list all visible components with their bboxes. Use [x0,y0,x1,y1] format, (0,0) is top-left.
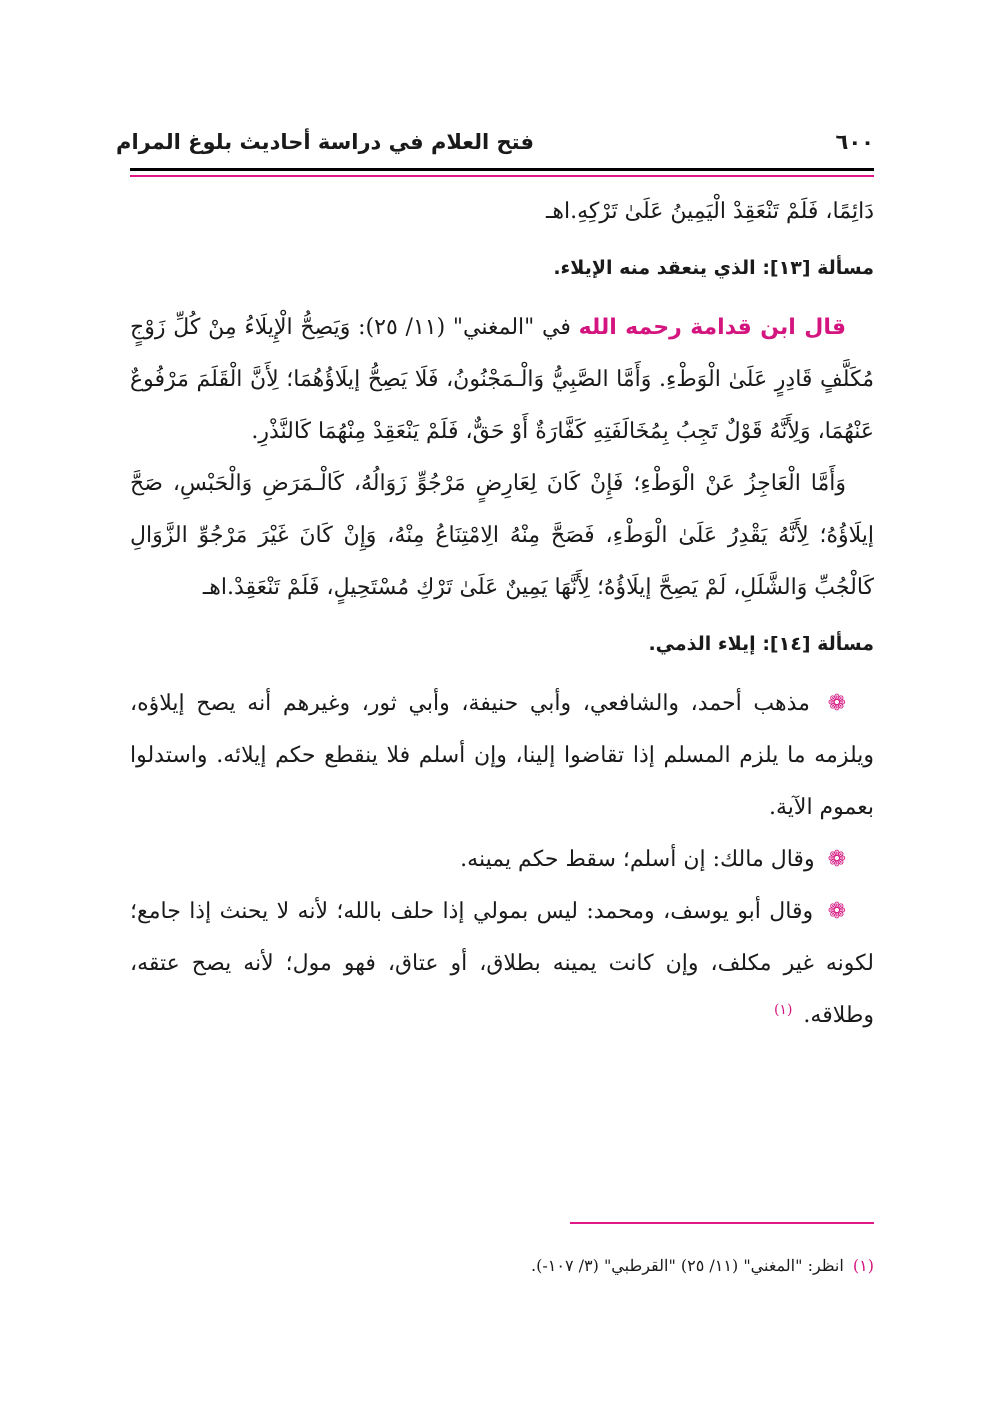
issue-14-label: مسألة [١٤]: [762,633,874,655]
bullet-item-3 [130,886,874,1042]
issue-14-heading [130,622,874,666]
quote-author: قال ابن قدامة رحمه الله [578,315,846,340]
quote-text-1: وَيَصِحُّ الْإِيلَاءُ مِنْ كُلِّ زَوْجٍ مُكَلَّفٍ قَادِرٍ عَلَىٰ الْوَطْءِ. وَأَمَّا الصَّبِيُّ وَالْـمَجْنُونُ، فَلَا يَصِحُّ إيلَاؤُهُمَا؛ لِأَنَّ الْقَلَمَ مَرْفُوعٌ عَنْهُمَا، وَلِأَنَّهُ قَوْلٌ تَجِبُ بِمُخَالَفَتِهِ كَفَّارَةٌ أَوْ حَقٌّ، فَلَمْ يَنْعَقِدْ مِنْهُمَا كَالنَّذْرِ. [130,315,874,444]
book-title: فتح العلام في دراسة أحاديث بلوغ المرام [116,130,534,154]
quote-paragraph-1 [130,302,874,458]
header-rule-thick [130,168,874,171]
page-number: ٦٠٠ [835,130,874,154]
issue-13-label: مسألة [١٣]: [762,257,874,279]
issue-13-heading [130,246,874,290]
opening-line: دَائِمًا، فَلَمْ تَنْعَقِدْ الْيَمِينُ عَلَىٰ تَرْكِهِ.اهـ [545,199,874,224]
footnote-text: انظر: "المغني" (١١/ ٢٥) "القرطبي" (٣/ ١٠٧-). [531,1256,844,1275]
bullet-item-1 [130,678,874,834]
flower-bullet-icon: ❁ [827,691,846,716]
header-rule-pink [130,175,874,177]
running-header [116,126,874,166]
footnote-number: (١) [852,1256,874,1275]
footnote-reference[interactable]: (١) [773,1001,793,1018]
bullet-text-2: وقال مالك: إن أسلم؛ سقط حكم يمينه. [460,847,815,872]
flower-bullet-icon: ❁ [827,899,846,924]
footnote [130,1252,874,1280]
issue-13-title: الذي ينعقد منه الإيلاء. [553,257,756,279]
bullet-item-2 [130,834,874,886]
footnote-separator [570,1222,874,1224]
quote-source: في "المغني" (١١/ ٢٥): [358,315,571,340]
bullet-text-1: مذهب أحمد، والشافعي، وأبي حنيفة، وأبي ثور، وغيرهم أنه يصح إيلاؤه، ويلزمه ما يلزم المسلم إذا تقاضوا إلينا، وإن أسلم فلا ينقطع حكم إيلائه. واستدلوا بعموم الآية. [130,691,874,820]
quote-paragraph-2: وَأَمَّا الْعَاجِزُ عَنْ الْوَطْءِ؛ فَإِنْ كَانَ لِعَارِضٍ مَرْجُوٍّ زَوَالُهُ، كَالْـمَرَضِ وَالْحَبْسِ، صَحَّ إيلَاؤُهُ؛ لِأَنَّهُ يَقْدِرُ عَلَىٰ الْوَطْءِ، فَصَحَّ مِنْهُ الِامْتِنَاعُ مِنْهُ، وَإِنْ كَانَ غَيْرَ مَرْجُوِّ الزَّوَالِ كَالْجُبِّ وَالشَّلَلِ، لَمْ يَصِحَّ إيلَاؤُهُ؛ لِأَنَّهَا يَمِينٌ عَلَىٰ تَرْكِ مُسْتَحِيلٍ، فَلَمْ تَنْعَقِدْ.اهـ [130,471,874,600]
bullet-text-3: وقال أبو يوسف، ومحمد: ليس بمولي إذا حلف بالله؛ لأنه لا يحنث إذا جامع؛ لكونه غير مكلف، وإن كانت يمينه بطلاق، أو عتاق، فهو مول؛ لأنه يصح عتقه، وطلاقه. [130,899,874,1028]
main-text [130,186,874,1042]
issue-14-title: إيلاء الذمي. [648,633,756,655]
flower-bullet-icon: ❁ [827,847,846,872]
